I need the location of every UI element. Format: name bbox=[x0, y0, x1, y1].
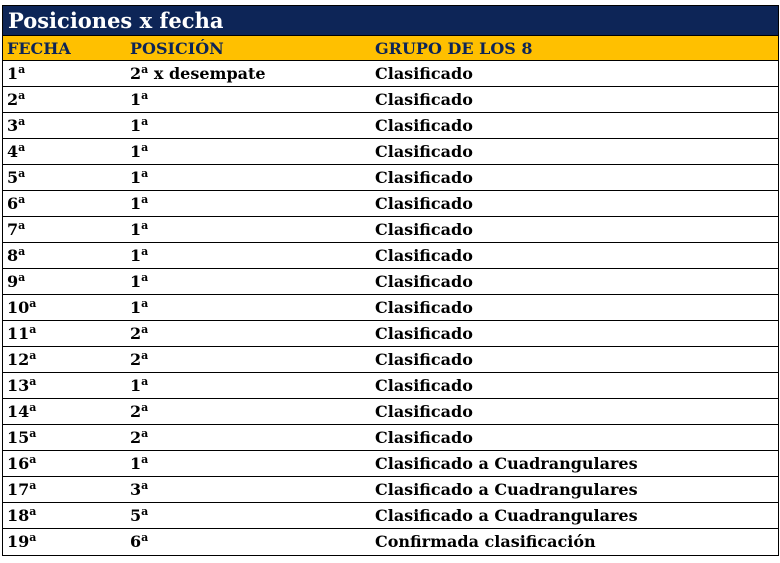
cell-posicion bbox=[128, 217, 373, 242]
cell-fecha bbox=[3, 165, 128, 190]
posicion-number: 6 bbox=[130, 532, 142, 551]
cell-posicion bbox=[128, 503, 373, 528]
ordinal-mark: a bbox=[141, 401, 149, 414]
cell-posicion bbox=[128, 87, 373, 112]
fecha-number: 5 bbox=[7, 168, 19, 187]
cell-posicion bbox=[128, 529, 373, 555]
ordinal-mark: a bbox=[18, 167, 26, 180]
cell-posicion bbox=[128, 191, 373, 216]
cell-posicion bbox=[128, 139, 373, 164]
cell-grupo: Confirmada clasificación bbox=[375, 532, 596, 551]
cell-posicion bbox=[128, 451, 373, 476]
ordinal-mark: a bbox=[29, 479, 37, 492]
table-row bbox=[3, 217, 778, 243]
table-row bbox=[3, 373, 778, 399]
fecha-number: 6 bbox=[7, 194, 19, 213]
cell-fecha bbox=[3, 529, 128, 555]
ordinal-mark: a bbox=[141, 141, 149, 154]
fecha-number: 1 bbox=[7, 64, 19, 83]
table-body bbox=[3, 61, 778, 555]
cell-fecha bbox=[3, 295, 128, 320]
table-row bbox=[3, 165, 778, 191]
table-row bbox=[3, 269, 778, 295]
posicion-number: 1 bbox=[130, 298, 142, 317]
ordinal-mark: a bbox=[141, 531, 149, 544]
cell-fecha bbox=[3, 321, 128, 346]
cell-fecha bbox=[3, 451, 128, 476]
posicion-number: 5 bbox=[130, 506, 142, 525]
ordinal-mark: a bbox=[141, 219, 149, 232]
posicion-number: 2 bbox=[130, 324, 142, 343]
posicion-number: 1 bbox=[130, 246, 142, 265]
table-row bbox=[3, 191, 778, 217]
cell-fecha bbox=[3, 191, 128, 216]
posicion-number: 2 bbox=[130, 402, 142, 421]
header-posicion: POSICIÓN bbox=[130, 39, 224, 58]
fecha-number: 16 bbox=[7, 454, 30, 473]
table-row bbox=[3, 347, 778, 373]
posicion-number: 2 bbox=[130, 350, 142, 369]
table-row bbox=[3, 113, 778, 139]
cell-posicion bbox=[128, 347, 373, 372]
cell-fecha bbox=[3, 347, 128, 372]
ordinal-mark: a bbox=[29, 297, 37, 310]
header-fecha: FECHA bbox=[7, 39, 71, 58]
cell-posicion bbox=[128, 165, 373, 190]
cell-grupo: Clasificado bbox=[375, 272, 473, 291]
posicion-number: 1 bbox=[130, 220, 142, 239]
table-row bbox=[3, 477, 778, 503]
table-row bbox=[3, 503, 778, 529]
posicion-number: 1 bbox=[130, 168, 142, 187]
ordinal-mark: a bbox=[141, 323, 149, 336]
fecha-number: 3 bbox=[7, 116, 19, 135]
cell-fecha bbox=[3, 61, 128, 86]
ordinal-mark: a bbox=[141, 167, 149, 180]
ordinal-mark: a bbox=[29, 531, 37, 544]
ordinal-mark: a bbox=[29, 349, 37, 362]
table-row bbox=[3, 529, 778, 555]
ordinal-mark: a bbox=[18, 63, 26, 76]
posicion-number: 1 bbox=[130, 194, 142, 213]
table-row bbox=[3, 139, 778, 165]
cell-grupo: Clasificado bbox=[375, 376, 473, 395]
cell-posicion bbox=[128, 61, 373, 86]
posicion-note: x desempate bbox=[148, 64, 266, 83]
cell-fecha bbox=[3, 87, 128, 112]
header-grupo: GRUPO DE LOS 8 bbox=[375, 39, 533, 58]
fecha-number: 2 bbox=[7, 90, 19, 109]
ordinal-mark: a bbox=[29, 323, 37, 336]
ordinal-mark: a bbox=[141, 297, 149, 310]
ordinal-mark: a bbox=[141, 427, 149, 440]
cell-grupo: Clasificado bbox=[375, 298, 473, 317]
cell-posicion bbox=[128, 295, 373, 320]
ordinal-mark: a bbox=[18, 115, 26, 128]
cell-grupo: Clasificado bbox=[375, 428, 473, 447]
cell-grupo: Clasificado a Cuadrangulares bbox=[375, 506, 638, 525]
cell-grupo: Clasificado bbox=[375, 142, 473, 161]
ordinal-mark: a bbox=[141, 63, 149, 76]
cell-grupo: Clasificado bbox=[375, 402, 473, 421]
ordinal-mark: a bbox=[18, 271, 26, 284]
cell-grupo: Clasificado bbox=[375, 246, 473, 265]
posicion-number: 1 bbox=[130, 272, 142, 291]
ordinal-mark: a bbox=[141, 245, 149, 258]
fecha-number: 13 bbox=[7, 376, 30, 395]
posicion-number: 2 bbox=[130, 428, 142, 447]
ordinal-mark: a bbox=[141, 193, 149, 206]
ordinal-mark: a bbox=[141, 349, 149, 362]
cell-posicion bbox=[128, 399, 373, 424]
cell-fecha bbox=[3, 269, 128, 294]
fecha-number: 7 bbox=[7, 220, 19, 239]
fecha-number: 19 bbox=[7, 532, 30, 551]
posicion-number: 1 bbox=[130, 116, 142, 135]
ordinal-mark: a bbox=[141, 375, 149, 388]
table-row bbox=[3, 295, 778, 321]
cell-posicion bbox=[128, 425, 373, 450]
ordinal-mark: a bbox=[18, 193, 26, 206]
table-row bbox=[3, 321, 778, 347]
fecha-number: 15 bbox=[7, 428, 30, 447]
header-row bbox=[3, 36, 778, 61]
cell-fecha bbox=[3, 243, 128, 268]
fecha-number: 9 bbox=[7, 272, 19, 291]
ordinal-mark: a bbox=[141, 271, 149, 284]
ordinal-mark: a bbox=[141, 453, 149, 466]
ordinal-mark: a bbox=[18, 89, 26, 102]
fecha-number: 18 bbox=[7, 506, 30, 525]
cell-posicion bbox=[128, 477, 373, 502]
fecha-number: 11 bbox=[7, 324, 30, 343]
ordinal-mark: a bbox=[141, 115, 149, 128]
ordinal-mark: a bbox=[29, 453, 37, 466]
table-title: Posiciones x fecha bbox=[3, 6, 778, 36]
table-row bbox=[3, 425, 778, 451]
cell-fecha bbox=[3, 503, 128, 528]
fecha-number: 12 bbox=[7, 350, 30, 369]
cell-posicion bbox=[128, 373, 373, 398]
cell-grupo: Clasificado bbox=[375, 220, 473, 239]
cell-grupo: Clasificado bbox=[375, 324, 473, 343]
cell-grupo: Clasificado a Cuadrangulares bbox=[375, 480, 638, 499]
cell-fecha bbox=[3, 373, 128, 398]
cell-posicion bbox=[128, 113, 373, 138]
ordinal-mark: a bbox=[29, 401, 37, 414]
table-row bbox=[3, 61, 778, 87]
cell-posicion bbox=[128, 269, 373, 294]
posicion-number: 3 bbox=[130, 480, 142, 499]
fecha-number: 4 bbox=[7, 142, 19, 161]
table-row bbox=[3, 243, 778, 269]
cell-fecha bbox=[3, 399, 128, 424]
ordinal-mark: a bbox=[141, 479, 149, 492]
cell-grupo: Clasificado bbox=[375, 168, 473, 187]
fecha-number: 17 bbox=[7, 480, 30, 499]
ordinal-mark: a bbox=[29, 375, 37, 388]
cell-fecha bbox=[3, 139, 128, 164]
ordinal-mark: a bbox=[29, 427, 37, 440]
cell-posicion bbox=[128, 321, 373, 346]
positions-table bbox=[2, 5, 779, 556]
fecha-number: 8 bbox=[7, 246, 19, 265]
ordinal-mark: a bbox=[29, 505, 37, 518]
posicion-number: 1 bbox=[130, 454, 142, 473]
cell-fecha bbox=[3, 477, 128, 502]
posicion-number: 1 bbox=[130, 142, 142, 161]
cell-posicion bbox=[128, 243, 373, 268]
ordinal-mark: a bbox=[18, 141, 26, 154]
cell-fecha bbox=[3, 113, 128, 138]
ordinal-mark: a bbox=[18, 245, 26, 258]
posicion-number: 1 bbox=[130, 90, 142, 109]
cell-fecha bbox=[3, 425, 128, 450]
posicion-number: 2 bbox=[130, 64, 142, 83]
cell-grupo: Clasificado bbox=[375, 64, 473, 83]
cell-grupo: Clasificado a Cuadrangulares bbox=[375, 454, 638, 473]
cell-grupo: Clasificado bbox=[375, 194, 473, 213]
cell-grupo: Clasificado bbox=[375, 350, 473, 369]
ordinal-mark: a bbox=[18, 219, 26, 232]
table-row bbox=[3, 399, 778, 425]
cell-grupo: Clasificado bbox=[375, 90, 473, 109]
ordinal-mark: a bbox=[141, 505, 149, 518]
table-row bbox=[3, 451, 778, 477]
table-row bbox=[3, 87, 778, 113]
posicion-number: 1 bbox=[130, 376, 142, 395]
fecha-number: 14 bbox=[7, 402, 30, 421]
cell-grupo: Clasificado bbox=[375, 116, 473, 135]
ordinal-mark: a bbox=[141, 89, 149, 102]
fecha-number: 10 bbox=[7, 298, 30, 317]
cell-fecha bbox=[3, 217, 128, 242]
